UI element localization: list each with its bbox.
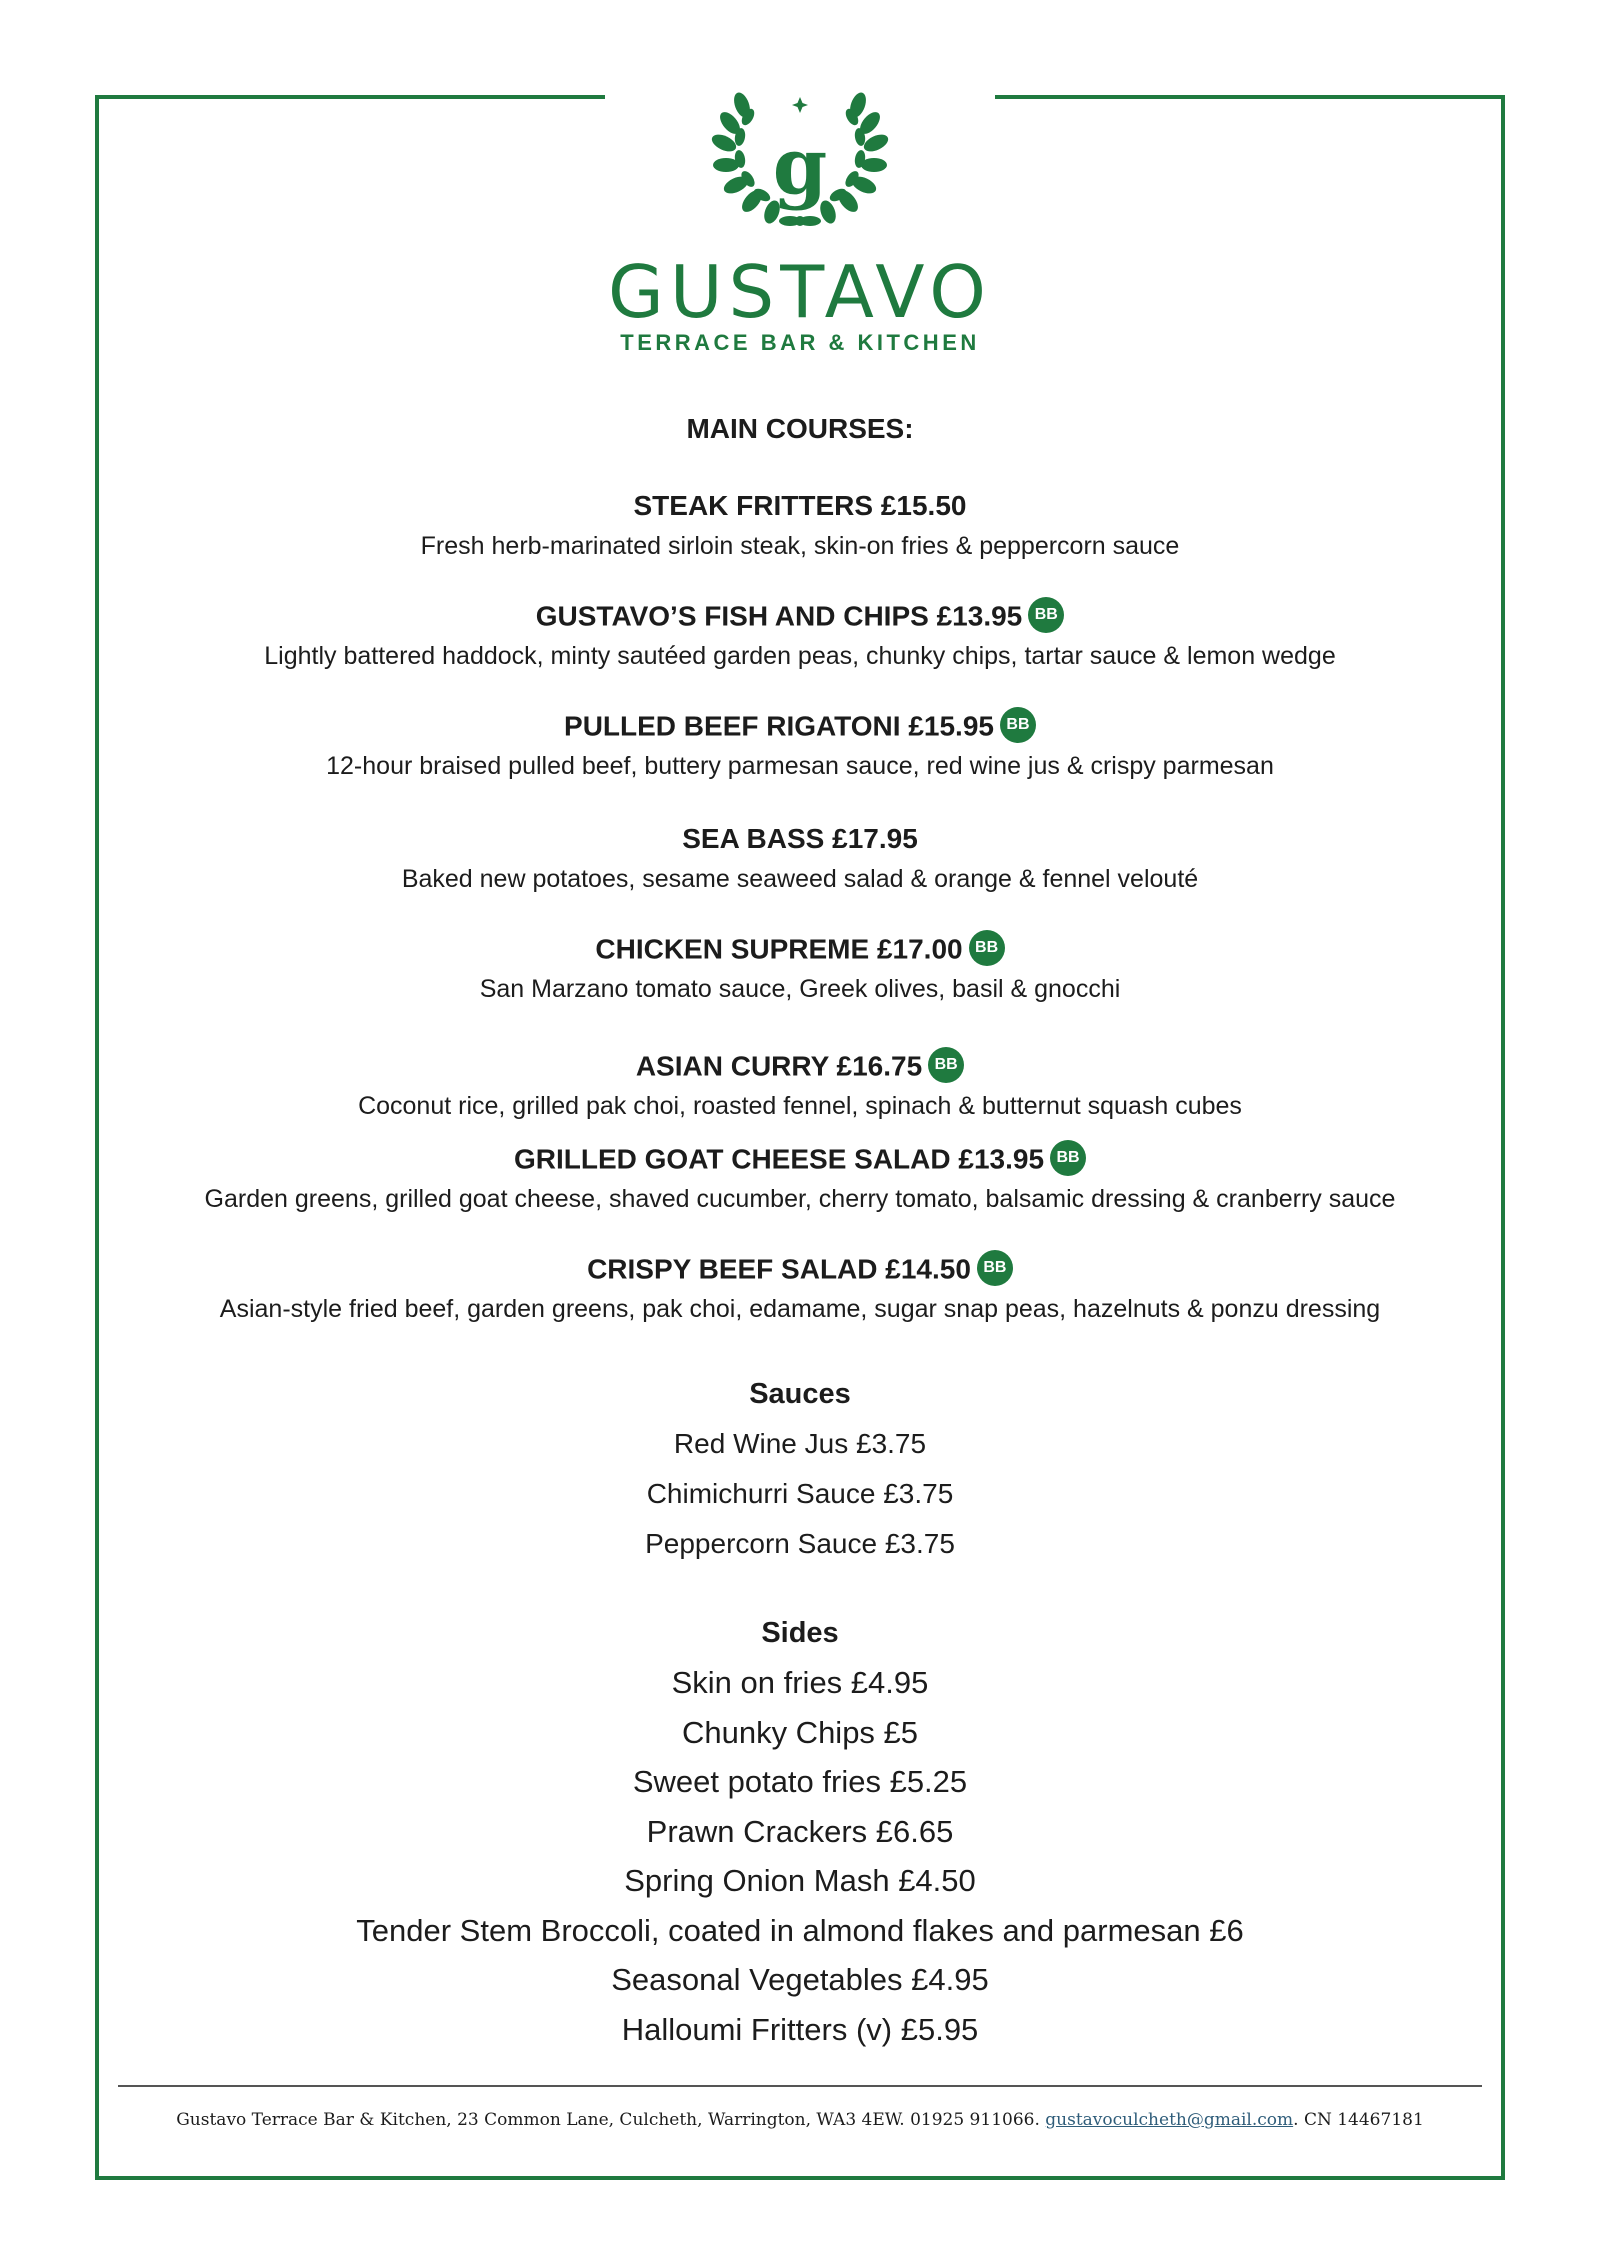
course-title-text: SEA BASS £17.95: [682, 823, 918, 854]
side-item: Spring Onion Mash £4.50: [624, 1863, 976, 1898]
bb-badge-icon: BB: [969, 930, 1005, 966]
side-item: Seasonal Vegetables £4.95: [611, 1962, 989, 1997]
sauce-item: Chimichurri Sauce £3.75: [646, 1478, 954, 1509]
course-title: [0, 490, 1600, 522]
footer-company-number: . CN 14467181: [1293, 2110, 1424, 2130]
logo-monogram: g: [772, 121, 828, 212]
course-title-text: PULLED BEEF RIGATONI £15.95: [564, 710, 994, 742]
course-description: Baked new potatoes, sesame seaweed salad & orange & fennel velouté: [401, 865, 1199, 893]
course-title-text: CRISPY BEEF SALAD £14.50: [587, 1253, 971, 1285]
brand-subtitle: TERRACE BAR & KITCHEN: [620, 330, 980, 355]
bb-badge-icon: BB: [928, 1047, 964, 1083]
course-description: Coconut rice, grilled pak choi, roasted fennel, spinach & butternut squash cubes: [358, 1092, 1242, 1120]
footer-address: Gustavo Terrace Bar & Kitchen, 23 Common Lane, Culcheth, Warrington, WA3 4EW. 01925 911066.: [176, 2110, 1046, 2130]
course-title: [0, 600, 1600, 636]
sauce-item: Peppercorn Sauce £3.75: [645, 1528, 955, 1559]
course-title-text: GUSTAVO’S FISH AND CHIPS £13.95: [535, 600, 1023, 632]
laurel-logo-icon: [700, 75, 900, 235]
course-title-text: ASIAN CURRY £16.75: [635, 1050, 923, 1082]
sauce-item: Red Wine Jus £3.75: [673, 1428, 927, 1459]
course-description: Asian-style fried beef, garden greens, pak choi, edamame, sugar snap peas, hazelnuts & ponzu dressing: [219, 1295, 1381, 1323]
bb-badge-icon: BB: [977, 1250, 1013, 1286]
footer-contact: [0, 2110, 1600, 2130]
course-title-text: GRILLED GOAT CHEESE SALAD £13.95: [513, 1143, 1045, 1175]
course-description: Fresh herb-marinated sirloin steak, skin-on fries & peppercorn sauce: [420, 532, 1180, 560]
side-item: Tender Stem Broccoli, coated in almond flakes and parmesan £6: [356, 1912, 1244, 1948]
course-description: Lightly battered haddock, minty sautéed garden peas, chunky chips, tartar sauce & lemon wedge: [264, 642, 1336, 670]
side-item: Sweet potato fries £5.25: [632, 1764, 968, 1799]
course-title-text: STEAK FRITTERS £15.50: [633, 490, 967, 521]
side-item: Halloumi Fritters (v) £5.95: [621, 2011, 979, 2047]
footer-divider: [118, 2085, 1482, 2087]
brand-name: GUSTAVO: [608, 250, 992, 334]
course-title: [0, 933, 1600, 969]
course-description: San Marzano tomato sauce, Greek olives, basil & gnocchi: [479, 975, 1121, 1003]
side-item: Chunky Chips £5: [681, 1714, 919, 1750]
side-item: Prawn Crackers £6.65: [646, 1813, 954, 1849]
footer-email-link[interactable]: gustavoculcheth@gmail.com: [1045, 2110, 1294, 2130]
bb-badge-icon: BB: [1028, 597, 1064, 633]
course-title: [0, 1050, 1600, 1086]
side-item: Skin on fries £4.95: [671, 1665, 929, 1700]
course-title: [0, 710, 1600, 746]
course-title: [0, 1253, 1600, 1289]
sides-heading: Sides: [761, 1617, 839, 1649]
course-title: [0, 1143, 1600, 1179]
course-title: [0, 823, 1600, 855]
course-title-text: CHICKEN SUPREME £17.00: [595, 933, 963, 965]
sauces-heading: Sauces: [749, 1378, 851, 1410]
bb-badge-icon: BB: [1000, 707, 1036, 743]
main-courses-heading: MAIN COURSES:: [686, 413, 914, 444]
course-description: 12-hour braised pulled beef, buttery parmesan sauce, red wine jus & crispy parmesan: [326, 752, 1274, 780]
course-description: Garden greens, grilled goat cheese, shaved cucumber, cherry tomato, balsamic dressing & cranberry sauce: [204, 1185, 1396, 1213]
bb-badge-icon: BB: [1050, 1140, 1086, 1176]
